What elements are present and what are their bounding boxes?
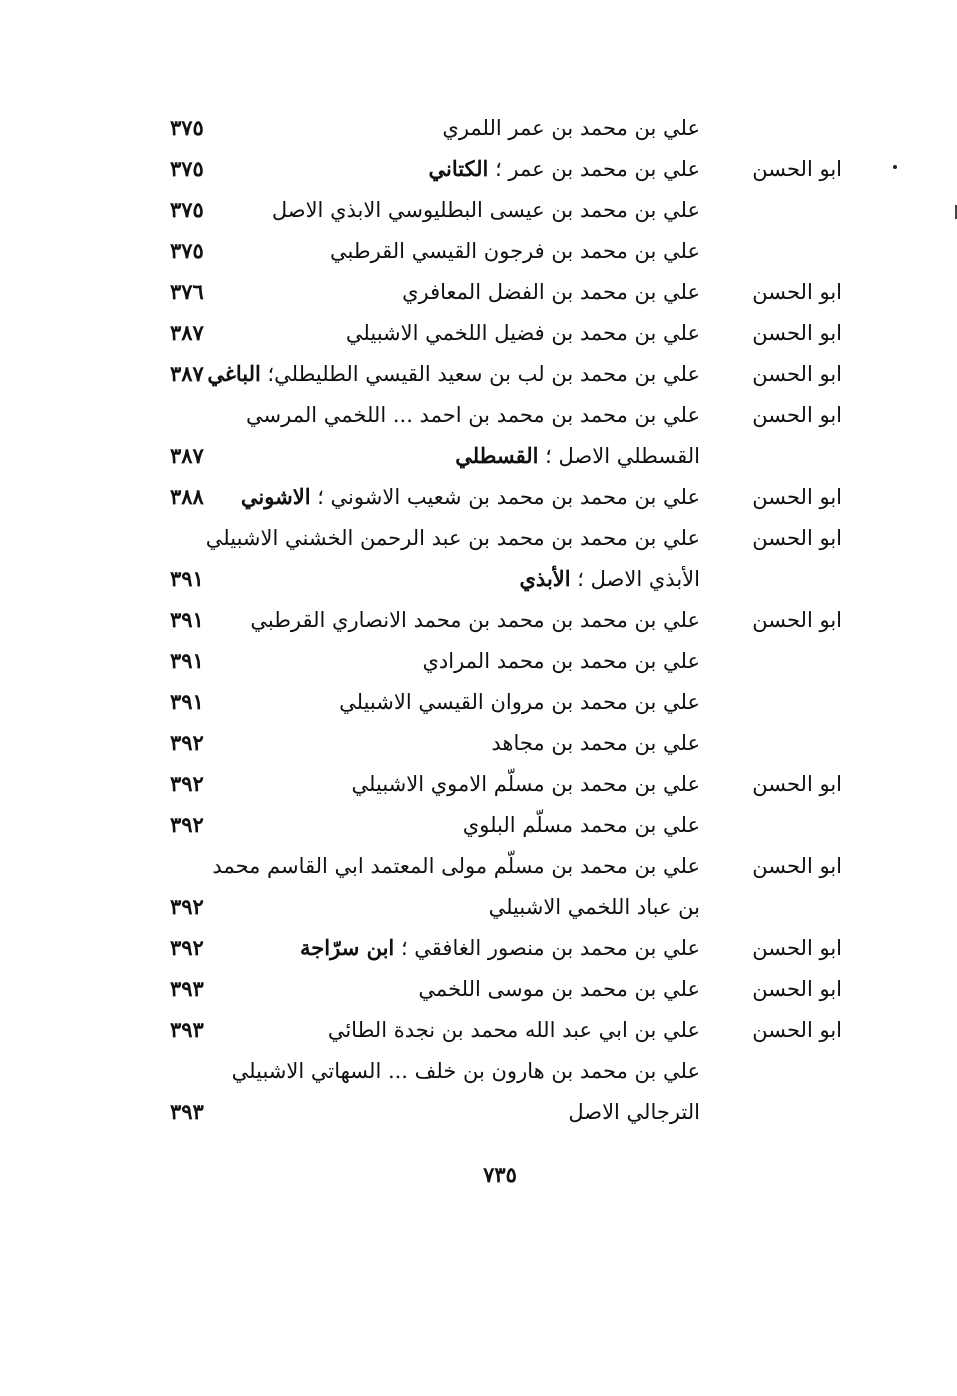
entry-name <box>246 395 700 435</box>
entry-name-text: بن عباد اللخمي الاشبيلي <box>488 895 700 919</box>
index-entry <box>150 272 850 312</box>
entry-name <box>250 600 700 640</box>
entry-name-text: علي بن محمد بن محمد المرادي <box>422 649 700 673</box>
index-entry <box>150 1092 850 1132</box>
entry-name-text: علي بن محمد مسلّم البلوي <box>462 813 700 837</box>
index-entry <box>150 846 850 886</box>
index-entry <box>150 969 850 1009</box>
entry-name-text: علي بن محمد بن مروان القيسي الاشبيلي <box>339 690 700 714</box>
entry-nisba-bold: الاشوني <box>240 484 311 509</box>
entry-nisba-bold: ابن سرّاجة <box>300 935 395 960</box>
entry-name <box>206 518 700 558</box>
index-entry <box>150 805 850 845</box>
entry-name <box>428 149 700 189</box>
entry-page-ref: ٣٨٧ <box>170 320 204 345</box>
entry-page-ref: ٣٧٦ <box>170 279 204 304</box>
entry-name <box>442 108 700 148</box>
entry-name <box>339 682 700 722</box>
entry-page-ref: ٣٧٥ <box>170 197 204 222</box>
entry-page-ref: ٣٩٣ <box>170 976 204 1001</box>
entry-name <box>520 559 701 599</box>
entry-page-ref: ٣٧٥ <box>170 115 204 140</box>
entry-kunya: ابو الحسن <box>752 362 842 386</box>
entry-kunya: ابو الحسن <box>752 608 842 632</box>
entry-page-ref: ٣٧٥ <box>170 156 204 181</box>
entry-page-ref: ٣٩١ <box>170 566 204 591</box>
entry-page-ref: ٣٩١ <box>170 689 204 714</box>
entry-name <box>300 928 700 968</box>
entry-page-ref: ٣٩١ <box>170 607 204 632</box>
entry-name <box>330 231 700 271</box>
entry-name <box>232 1051 700 1091</box>
index-entry <box>150 928 850 968</box>
index-entry <box>150 1051 850 1091</box>
index-entry <box>150 723 850 763</box>
entry-kunya: ابو الحسن <box>752 977 842 1001</box>
entry-page-ref: ٣٩٣ <box>170 1017 204 1042</box>
index-entry <box>150 395 850 435</box>
entry-name-text: علي بن محمد بن هارون بن خلف ... السهاتي الاشبيلي <box>231 1059 700 1083</box>
entry-name <box>352 764 700 804</box>
entry-kunya: ابو الحسن <box>752 854 842 878</box>
entry-page-ref: ٣٩٢ <box>170 771 204 796</box>
index-entry <box>150 231 850 271</box>
index-entry <box>150 108 850 148</box>
entry-page-ref: ٣٩٢ <box>170 894 204 919</box>
index-entry <box>150 682 850 722</box>
entry-name <box>568 1092 700 1132</box>
index-entry <box>150 518 850 558</box>
entry-nisba-bold: الأبذي <box>519 566 571 591</box>
entry-page-ref: ٣٨٧ <box>170 361 204 386</box>
entry-name-text: علي بن محمد بن عمر ؛ <box>488 157 700 181</box>
entry-name-text: علي بن محمد بن مجاهد <box>491 731 700 755</box>
entry-name <box>491 723 700 763</box>
index-entry <box>150 764 850 804</box>
index-entry <box>150 477 850 517</box>
entry-name <box>489 887 700 927</box>
entry-name-text: القسطلي الاصل ؛ <box>538 444 700 468</box>
entry-name-text: الأبذي الاصل ؛ <box>570 567 700 591</box>
entry-name-text: علي بن محمد بن موسى اللخمي <box>418 977 700 1001</box>
entry-kunya: ابو الحسن <box>752 1018 842 1042</box>
entry-page-ref: ٣٩٢ <box>170 935 204 960</box>
entry-name-text: علي بن محمد بن مسلّم مولى المعتمد ابي القاسم محمد <box>212 854 700 878</box>
entry-nisba-bold: القسطلي <box>455 443 539 468</box>
index-entry <box>150 354 850 394</box>
entry-kunya: ابو الحسن <box>752 772 842 796</box>
entry-name-text: علي بن محمد بن فرجون القيسي القرطبي <box>330 239 700 263</box>
entry-name-text: علي بن ابي عبد الله محمد بن نجدة الطائي <box>327 1018 700 1042</box>
entry-name-text: علي بن محمد بن محمد بن شعيب الاشوني ؛ <box>310 485 700 509</box>
entry-name <box>402 272 700 312</box>
entry-page-ref: ٣٧٥ <box>170 238 204 263</box>
entry-name-text: الترجالي الاصل <box>568 1100 700 1124</box>
entry-page-ref: ٣٩٢ <box>170 730 204 755</box>
margin-dot <box>893 165 897 169</box>
index-entry <box>150 149 850 189</box>
entry-page-ref: ٣٩١ <box>170 648 204 673</box>
entry-name <box>463 805 700 845</box>
entry-name <box>418 969 700 1009</box>
entry-name-text: علي بن محمد بن عمر اللمري <box>442 116 700 140</box>
index-entry <box>150 190 850 230</box>
entry-name <box>455 436 700 476</box>
index-entry <box>150 641 850 681</box>
entry-name <box>207 354 700 394</box>
entry-kunya: ابو الحسن <box>752 403 842 427</box>
entry-name-text: علي بن محمد بن الفضل المعافري <box>402 280 700 304</box>
entry-name-text: علي بن محمد بن منصور الغافقي ؛ <box>394 936 700 960</box>
entry-nisba-bold: الكتاني <box>428 156 489 181</box>
entry-name <box>212 846 700 886</box>
index-entry <box>150 436 850 476</box>
index-entry <box>150 1010 850 1050</box>
entry-nisba-bold: الباغي <box>207 361 261 386</box>
entry-name-text: علي بن محمد بن محمد بن محمد الانصاري القرطبي <box>250 608 700 632</box>
entry-name <box>346 313 700 353</box>
entry-kunya: ابو الحسن <box>752 936 842 960</box>
entry-page-ref: ٣٨٨ <box>170 484 204 509</box>
entry-kunya: ابو الحسن <box>752 280 842 304</box>
entry-page-ref: ٣٨٧ <box>170 443 204 468</box>
entry-name <box>422 641 700 681</box>
entry-kunya: ابو الحسن <box>752 321 842 345</box>
index-entry <box>150 600 850 640</box>
entry-name-text: علي بن محمد بن لب بن سعيد القيسي الطليطلي؛ <box>260 362 700 386</box>
entry-name <box>328 1010 700 1050</box>
index-entry <box>150 887 850 927</box>
entry-name-text: علي بن محمد بن محمد بن عبد الرحمن الخشني الاشبيلي <box>205 526 700 550</box>
entry-kunya: ابو الحسن <box>752 526 842 550</box>
entry-page-ref: ٣٩٣ <box>170 1099 204 1124</box>
entry-kunya: ابو الحسن <box>752 157 842 181</box>
entry-name <box>272 190 700 230</box>
index-entry <box>150 559 850 599</box>
page-number: ٧٣٥ <box>483 1162 517 1187</box>
entry-kunya: ابو الحسن <box>752 485 842 509</box>
entry-name-text: علي بن محمد بن محمد بن احمد ... اللخمي المرسي <box>246 403 700 427</box>
entry-name-text: علي بن محمد بن عيسى البطليوسي الابذي الاصل <box>271 198 700 222</box>
entry-name-text: علي بن محمد بن فضيل اللخمي الاشبيلي <box>345 321 700 345</box>
index-entry <box>150 313 850 353</box>
entry-name <box>241 477 700 517</box>
entry-name-text: علي بن محمد بن مسلّم الاموي الاشبيلي <box>351 772 700 796</box>
entry-page-ref: ٣٩٢ <box>170 812 204 837</box>
